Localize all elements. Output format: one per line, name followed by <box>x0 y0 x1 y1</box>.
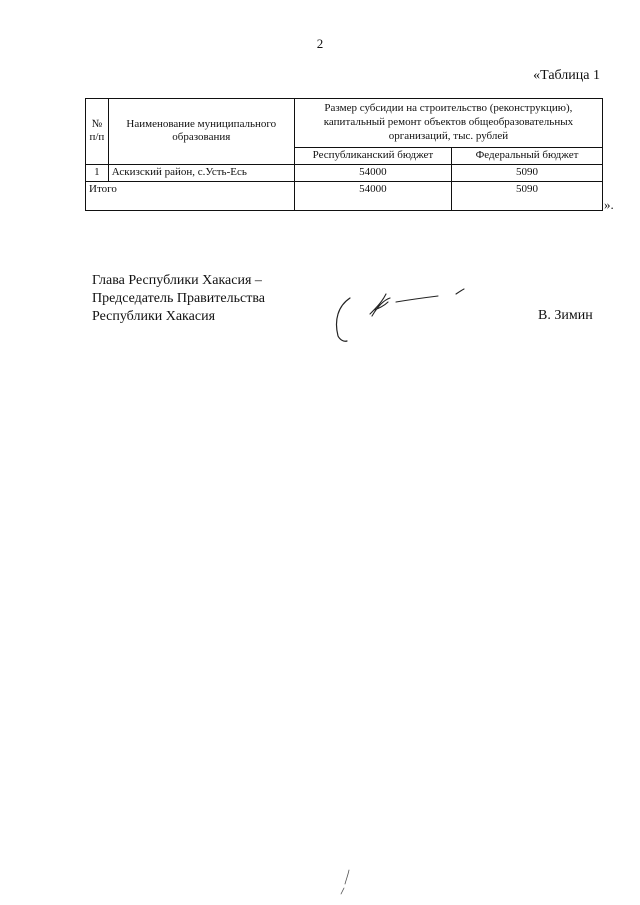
table-closing-quote: ». <box>604 197 614 212</box>
total-republican-value: 54000 <box>294 181 451 210</box>
subsidy-table <box>85 98 603 211</box>
header-num-line2: п/п <box>89 131 105 144</box>
table-header-row <box>86 99 603 148</box>
header-num-line1: № <box>91 117 103 130</box>
header-municipality: Наименование муниципального образования <box>108 99 294 165</box>
table-caption: «Таблица 1 <box>533 68 600 83</box>
table-row <box>86 164 603 181</box>
signatory-title-line3: Республики Хакасия <box>92 309 216 324</box>
row-num: 1 <box>86 164 109 181</box>
table-total-row <box>86 181 603 210</box>
handwritten-signature-icon <box>328 284 478 344</box>
row-federal-value: 5090 <box>452 164 603 181</box>
signatory-title-line1: Глава Республики Хакасия – <box>92 273 262 288</box>
header-subsidy: Размер субсидии на строительство (реконструкцию), капитальный ремонт объектов общеобразовательных организаций, тыс. рублей <box>294 99 602 148</box>
page-number: 2 <box>316 36 324 51</box>
total-federal-value: 5090 <box>452 181 603 210</box>
signatory-name: В. Зимин <box>538 308 593 323</box>
signatory-title-line2: Председатель Правительства <box>92 291 265 306</box>
header-num <box>86 99 109 165</box>
row-municipality: Аскизский район, с.Усть-Есь <box>108 164 294 181</box>
signature-block <box>92 272 265 326</box>
header-republican-budget: Республиканский бюджет <box>294 148 451 165</box>
total-label: Итого <box>86 181 295 210</box>
header-federal-budget: Федеральный бюджет <box>452 148 603 165</box>
row-republican-value: 54000 <box>294 164 451 181</box>
scan-mark-icon <box>333 866 363 896</box>
